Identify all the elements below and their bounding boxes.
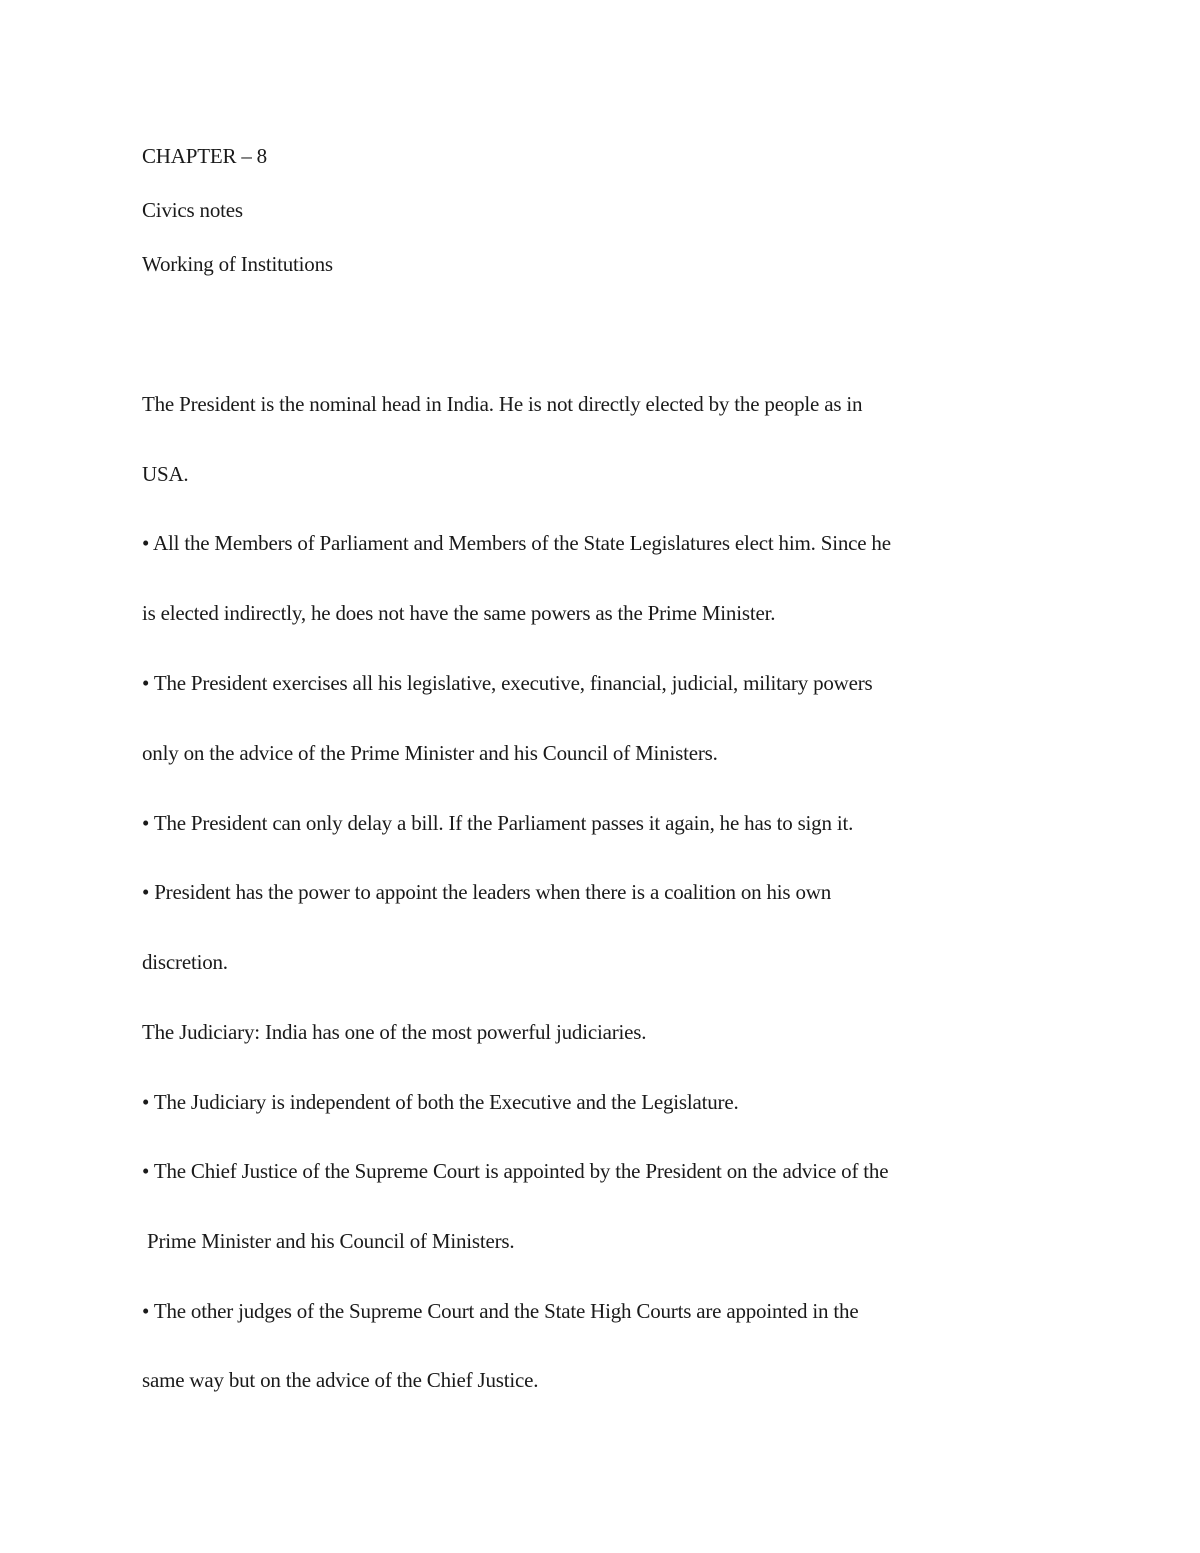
bullet-line: • The Judiciary is independent of both the Executive and the Legislature. xyxy=(142,1090,739,1114)
bullet-line: • The President exercises all his legislative, executive, financial, judicial, military powers xyxy=(142,671,873,695)
paragraph-line: Prime Minister and his Council of Ministers. xyxy=(147,1229,515,1253)
paragraph-line: USA. xyxy=(142,462,189,486)
subject-heading: Civics notes xyxy=(142,198,243,222)
bullet-line: • The other judges of the Supreme Court and the State High Courts are appointed in the xyxy=(142,1299,859,1323)
paragraph-line: discretion. xyxy=(142,950,228,974)
paragraph-line: only on the advice of the Prime Minister and his Council of Ministers. xyxy=(142,741,718,765)
bullet-line: • The President can only delay a bill. If the Parliament passes it again, he has to sign it. xyxy=(142,811,854,835)
section-heading: The Judiciary: India has one of the most powerful judiciaries. xyxy=(142,1020,647,1044)
paragraph-line: same way but on the advice of the Chief Justice. xyxy=(142,1368,539,1392)
paragraph-line: is elected indirectly, he does not have the same powers as the Prime Minister. xyxy=(142,601,776,625)
paragraph-line: The President is the nominal head in India. He is not directly elected by the people as in xyxy=(142,392,863,416)
bullet-line: • The Chief Justice of the Supreme Court is appointed by the President on the advice of the xyxy=(142,1159,889,1183)
page-title: Working of Institutions xyxy=(142,252,333,276)
bullet-line: • President has the power to appoint the leaders when there is a coalition on his own xyxy=(142,880,832,904)
bullet-line: • All the Members of Parliament and Members of the State Legislatures elect him. Since he xyxy=(142,531,891,555)
chapter-heading: CHAPTER – 8 xyxy=(142,144,267,168)
